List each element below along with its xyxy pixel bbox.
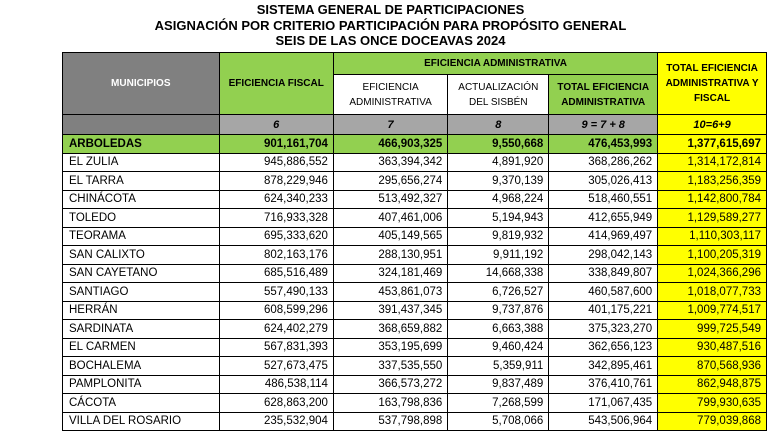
actualizacion-sisben-cell: 9,370,139	[448, 172, 549, 191]
total-eficiencia-fiscal-cell: 799,930,635	[658, 394, 767, 413]
total-eficiencia-fiscal-cell: 1,377,615,697	[658, 135, 767, 154]
report-titles	[0, 0, 781, 49]
actualizacion-sisben-cell: 5,708,066	[448, 412, 549, 431]
header-municipios: MUNICIPIOS	[63, 53, 220, 115]
header-eficiencia-administrativa-group: EFICIENCIA ADMINISTRATIVA	[333, 53, 657, 75]
header-num-7: 7	[333, 115, 447, 135]
municipio-cell: CHINÁCOTA	[63, 190, 220, 209]
total-eficiencia-fiscal-cell: 1,110,303,117	[658, 227, 767, 246]
total-eficiencia-administrativa-cell: 305,026,413	[549, 172, 658, 191]
actualizacion-sisben-cell: 9,550,668	[448, 135, 549, 154]
eficiencia-fiscal-cell: 567,831,393	[219, 338, 333, 357]
table-row	[63, 153, 767, 172]
eficiencia-administrativa-cell: 391,437,345	[333, 301, 447, 320]
eficiencia-fiscal-cell: 802,163,176	[219, 246, 333, 265]
total-eficiencia-fiscal-cell: 1,142,800,784	[658, 190, 767, 209]
table-row	[63, 135, 767, 154]
eficiencia-administrativa-cell: 366,573,272	[333, 375, 447, 394]
table-row	[63, 394, 767, 413]
eficiencia-administrativa-cell: 324,181,469	[333, 264, 447, 283]
total-eficiencia-fiscal-cell: 1,129,589,277	[658, 209, 767, 228]
header-num-10: 10=6+9	[658, 115, 767, 135]
eficiencia-fiscal-cell: 608,599,296	[219, 301, 333, 320]
municipio-cell: SANTIAGO	[63, 283, 220, 302]
total-eficiencia-administrativa-cell: 342,895,461	[549, 357, 658, 376]
total-eficiencia-administrativa-cell: 338,849,807	[549, 264, 658, 283]
actualizacion-sisben-cell: 9,460,424	[448, 338, 549, 357]
header-num-8: 8	[448, 115, 549, 135]
municipio-cell: PAMPLONITA	[63, 375, 220, 394]
municipio-cell: VILLA DEL ROSARIO	[63, 412, 220, 431]
eficiencia-administrativa-cell: 353,195,699	[333, 338, 447, 357]
total-eficiencia-administrativa-cell: 401,175,221	[549, 301, 658, 320]
title-line-2: ASIGNACIÓN POR CRITERIO PARTICIPACIÓN PARA PROPÓSITO GENERAL	[154, 17, 627, 33]
header-total-eficiencia: TOTAL EFICIENCIA ADMINISTRATIVA Y FISCAL	[658, 53, 767, 115]
total-eficiencia-administrativa-cell: 362,656,123	[549, 338, 658, 357]
table-row	[63, 375, 767, 394]
table-row	[63, 320, 767, 339]
actualizacion-sisben-cell: 14,668,338	[448, 264, 549, 283]
actualizacion-sisben-cell: 4,968,224	[448, 190, 549, 209]
actualizacion-sisben-cell: 9,737,876	[448, 301, 549, 320]
total-eficiencia-fiscal-cell: 1,024,366,296	[658, 264, 767, 283]
eficiencia-fiscal-cell: 235,532,904	[219, 412, 333, 431]
eficiencia-administrativa-cell: 466,903,325	[333, 135, 447, 154]
eficiencia-administrativa-cell: 407,461,006	[333, 209, 447, 228]
table-row	[63, 190, 767, 209]
actualizacion-sisben-cell: 5,194,943	[448, 209, 549, 228]
total-eficiencia-administrativa-cell: 414,969,497	[549, 227, 658, 246]
eficiencia-fiscal-cell: 628,863,200	[219, 394, 333, 413]
municipio-cell: SAN CALIXTO	[63, 246, 220, 265]
actualizacion-sisben-cell: 6,663,388	[448, 320, 549, 339]
total-eficiencia-fiscal-cell: 870,568,936	[658, 357, 767, 376]
total-eficiencia-fiscal-cell: 862,948,875	[658, 375, 767, 394]
title-line-1: SISTEMA GENERAL DE PARTICIPACIONES	[256, 2, 525, 17]
eficiencia-fiscal-cell: 486,538,114	[219, 375, 333, 394]
eficiencia-fiscal-cell: 624,402,279	[219, 320, 333, 339]
header-num-blank	[63, 115, 220, 135]
total-eficiencia-administrativa-cell: 376,410,761	[549, 375, 658, 394]
total-eficiencia-administrativa-cell: 518,460,551	[549, 190, 658, 209]
eficiencia-fiscal-cell: 527,673,475	[219, 357, 333, 376]
municipio-cell: EL CARMEN	[63, 338, 220, 357]
eficiencia-administrativa-cell: 163,798,836	[333, 394, 447, 413]
eficiencia-administrativa-cell: 368,659,882	[333, 320, 447, 339]
header-actualizacion-sisben: ACTUALIZACIÓN DEL SISBÉN	[448, 75, 549, 115]
total-eficiencia-administrativa-cell: 460,587,600	[549, 283, 658, 302]
total-eficiencia-administrativa-cell: 543,506,964	[549, 412, 658, 431]
eficiencia-administrativa-cell: 453,861,073	[333, 283, 447, 302]
total-eficiencia-fiscal-cell: 1,018,077,733	[658, 283, 767, 302]
header-eficiencia-fiscal: EFICIENCIA FISCAL	[219, 53, 333, 115]
eficiencia-administrativa-cell: 363,394,342	[333, 153, 447, 172]
table-row	[63, 283, 767, 302]
table-row	[63, 227, 767, 246]
total-eficiencia-administrativa-cell: 368,286,262	[549, 153, 658, 172]
eficiencia-administrativa-cell: 513,492,327	[333, 190, 447, 209]
eficiencia-administrativa-cell: 295,656,274	[333, 172, 447, 191]
table-row	[63, 301, 767, 320]
table-row	[63, 264, 767, 283]
actualizacion-sisben-cell: 4,891,920	[448, 153, 549, 172]
total-eficiencia-administrativa-cell: 375,323,270	[549, 320, 658, 339]
total-eficiencia-fiscal-cell: 1,100,205,319	[658, 246, 767, 265]
eficiencia-fiscal-cell: 685,516,489	[219, 264, 333, 283]
total-eficiencia-fiscal-cell: 1,009,774,517	[658, 301, 767, 320]
total-eficiencia-fiscal-cell: 779,039,868	[658, 412, 767, 431]
actualizacion-sisben-cell: 6,726,527	[448, 283, 549, 302]
total-eficiencia-fiscal-cell: 930,487,516	[658, 338, 767, 357]
header-num-6: 6	[219, 115, 333, 135]
eficiencia-administrativa-cell: 537,798,898	[333, 412, 447, 431]
actualizacion-sisben-cell: 9,819,932	[448, 227, 549, 246]
municipio-cell: SAN CAYETANO	[63, 264, 220, 283]
eficiencia-administrativa-cell: 337,535,550	[333, 357, 447, 376]
municipio-cell: HERRÁN	[63, 301, 220, 320]
title-line-3: SEIS DE LAS ONCE DOCEAVAS 2024	[275, 33, 506, 48]
header-total-eficiencia-administrativa: TOTAL EFICIENCIA ADMINISTRATIVA	[549, 75, 658, 115]
eficiencia-administrativa-cell: 405,149,565	[333, 227, 447, 246]
total-eficiencia-fiscal-cell: 1,183,256,359	[658, 172, 767, 191]
municipio-cell: BOCHALEMA	[63, 357, 220, 376]
municipio-cell: TOLEDO	[63, 209, 220, 228]
municipio-cell: TEORAMA	[63, 227, 220, 246]
table-row	[63, 338, 767, 357]
actualizacion-sisben-cell: 5,359,911	[448, 357, 549, 376]
actualizacion-sisben-cell: 7,268,599	[448, 394, 549, 413]
municipio-cell: EL TARRA	[63, 172, 220, 191]
table-row	[63, 209, 767, 228]
total-eficiencia-administrativa-cell: 476,453,993	[549, 135, 658, 154]
participation-table	[62, 52, 767, 431]
header-eficiencia-administrativa: EFICIENCIA ADMINISTRATIVA	[333, 75, 447, 115]
municipio-cell: SARDINATA	[63, 320, 220, 339]
eficiencia-fiscal-cell: 624,340,233	[219, 190, 333, 209]
header-num-9: 9 = 7 + 8	[549, 115, 658, 135]
table-row	[63, 246, 767, 265]
table-row	[63, 172, 767, 191]
total-eficiencia-fiscal-cell: 999,725,549	[658, 320, 767, 339]
eficiencia-fiscal-cell: 695,333,620	[219, 227, 333, 246]
eficiencia-fiscal-cell: 945,886,552	[219, 153, 333, 172]
actualizacion-sisben-cell: 9,911,192	[448, 246, 549, 265]
eficiencia-fiscal-cell: 557,490,133	[219, 283, 333, 302]
total-eficiencia-administrativa-cell: 298,042,143	[549, 246, 658, 265]
total-eficiencia-administrativa-cell: 412,655,949	[549, 209, 658, 228]
eficiencia-fiscal-cell: 901,161,704	[219, 135, 333, 154]
actualizacion-sisben-cell: 9,837,489	[448, 375, 549, 394]
eficiencia-administrativa-cell: 288,130,951	[333, 246, 447, 265]
table-row	[63, 357, 767, 376]
municipio-cell: ARBOLEDAS	[63, 135, 220, 154]
total-eficiencia-fiscal-cell: 1,314,172,814	[658, 153, 767, 172]
municipio-cell: CÁCOTA	[63, 394, 220, 413]
table-row	[63, 412, 767, 431]
total-eficiencia-administrativa-cell: 171,067,435	[549, 394, 658, 413]
eficiencia-fiscal-cell: 878,229,946	[219, 172, 333, 191]
municipio-cell: EL ZULIA	[63, 153, 220, 172]
eficiencia-fiscal-cell: 716,933,328	[219, 209, 333, 228]
